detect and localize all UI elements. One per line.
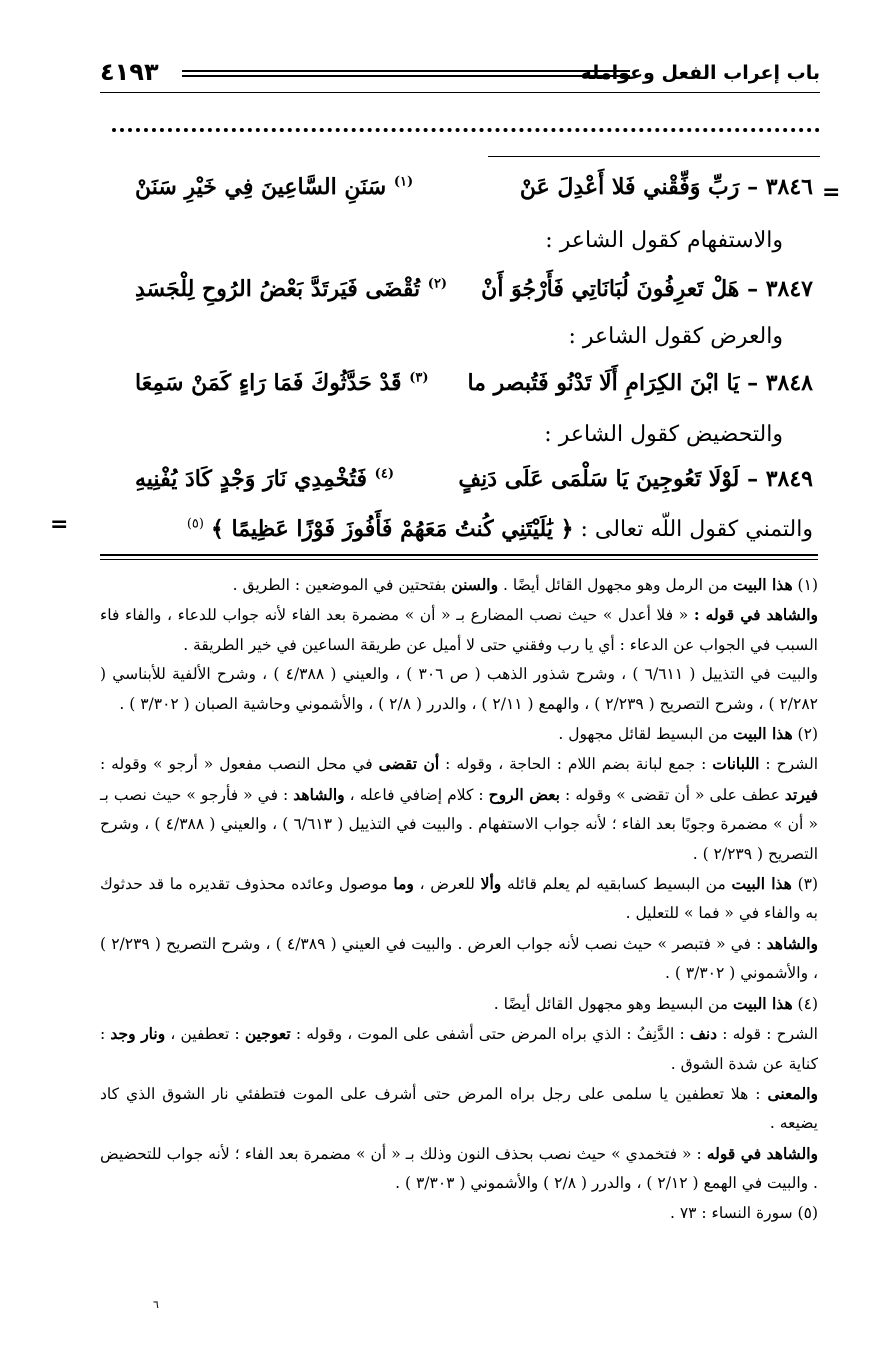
page-footer-mark: ٦ <box>153 1298 159 1311</box>
footnote-1-shahid: والشاهد في قوله : « فلا أعدل » حيث نصب المضارع بـ « أن » مضمرة بعد الفاء لأنه جواب للدعاء ، والفاء فاء السبب في الجواب عن الدعاء : أي يا رب وفقني حتى لا أميل عن طريقة الساعين في خير الطريقة . <box>100 605 818 654</box>
verse-3847-hemistich-2 <box>135 276 447 302</box>
header-underline <box>100 92 820 93</box>
footnote-4-meaning: والمعنى : هلا تعطفين يا سلمى على رجل براه المرض حتى أشرف على الموت فتطفئي نار الشوق الذي كاد يضيعه . <box>100 1083 818 1133</box>
verse-text: فَتُخْمِدِي نَارَ وَجْدٍ كَادَ يُفْنِيهِ <box>135 466 367 492</box>
continuation-mark: = <box>50 512 69 537</box>
tamanni-line <box>187 516 813 542</box>
verse-text: رَبِّ وَفِّقْني فَلا أَعْدِلَ عَنْ <box>519 174 740 200</box>
tamanni-intro: والتمني كقول اللّه تعالى : <box>580 517 813 542</box>
verse-3846-hemistich-2 <box>135 174 413 200</box>
verse-text: لَوْلَا تَعُوجِينَ يَا سَلْمَى عَلَى دَنِفٍ <box>458 466 740 492</box>
footnote-ref: (٤) <box>374 466 394 482</box>
footnote-5: (٥) سورة النساء : ٧٣ . <box>669 1203 818 1222</box>
footnote-2-sharh: الشرح : اللبانات : جمع لبانة بضم اللام : الحاجة ، وقوله : أن تقضى في محل النصب مفعول « أرجو » وقوله : فيرتد عطف على « أن تقضى » وقوله : بعض الروح : كلام إضافي فاعله ، والشاهد : في « فأرجو » حيث نصب بـ « أن » مضمرة وجوبًا بعد الفاء ؛ لأنه جواب الاستفهام . والبيت في التذييل ( ٦/٦١٣ ) ، والعيني ( ٤/٣٨٨ ) ، وشرح التصريح ( ٢/٢٣٩ ) . <box>100 754 819 863</box>
footnote-3-line-1: (٣) هذا البيت من البسيط كسابقيه لم يعلم قائله وألا للعرض ، وما موصول وعائده محذوف تقديره ما قد حدثوك به والفاء في « فما » للتعليل . <box>100 874 819 923</box>
intro-istifham: والاستفهام كقول الشاعر : <box>545 228 783 253</box>
chapter-title: باب إعراب الفعل وعوامله <box>580 62 820 84</box>
header-double-rule <box>182 70 630 77</box>
footnote-1-line-1: (١) هذا البيت من الرمل وهو مجهول القائل أيضًا . والسنن بفتحتين في الموضعين : الطريق . <box>232 575 818 594</box>
footnote-3-shahid: والشاهد : في « فتبصر » حيث نصب لأنه جواب العرض . والبيت في العيني ( ٤/٣٨٩ ) ، وشرح التصريح ( ٢/٢٣٩ ) ، والأشموني ( ٣/٣٠٢ ) . <box>100 933 819 983</box>
quran-verse: ﴿ يَٰلَيْتَنِي كُنتُ مَعَهُمْ فَأَفُوزَ فَوْزًا عَظِيمًا ﴾ <box>210 516 574 542</box>
verse-text: هَلْ تَعرِفُونَ لُبَانَاتِي فَأَرْجُوَ أَنْ <box>481 276 740 302</box>
footnote-ref: (٣) <box>409 370 429 386</box>
verse-3849-hemistich-1 <box>458 466 813 492</box>
verse-text: سَنَنِ السَّاعِينَ فِي خَيْرِ سَنَنْ <box>135 174 387 200</box>
verse-rule <box>488 156 820 157</box>
intro-ard: والعرض كقول الشاعر : <box>568 324 783 349</box>
verse-text: يَا ابْنَ الكِرَامِ أَلَا تَدْنُو فَتُبصر ما <box>467 370 740 396</box>
dotted-separator <box>112 128 820 132</box>
footnote-separator <box>100 554 818 556</box>
verse-3847-hemistich-1 <box>481 276 813 302</box>
continuation-mark: = <box>822 180 841 205</box>
verse-number: ٣٨٤٧ – <box>747 276 813 302</box>
verse-number: ٣٨٤٩ – <box>747 466 813 492</box>
intro-tahdid: والتحضيض كقول الشاعر : <box>544 422 783 447</box>
running-header <box>100 58 820 94</box>
verse-3848-hemistich-2 <box>135 370 429 396</box>
verse-number: ٣٨٤٦ – <box>747 174 813 200</box>
footnote-4-line-1: (٤) هذا البيت من البسيط وهو مجهول القائل أيضًا . <box>493 993 818 1013</box>
footnotes <box>100 570 818 1228</box>
verse-3849-hemistich-2 <box>135 466 394 492</box>
footnote-4-sharh: الشرح : قوله : دنف : الدَّنِفُ : الذي براه المرض حتى أشفى على الموت ، وقوله : تعوجين : تعطفين ، ونار وجد : كناية عن شدة الشوق . <box>100 1024 818 1073</box>
footnote-2-line-1: (٢) هذا البيت من البسيط لقائل مجهول . <box>558 724 818 744</box>
verse-3846-hemistich-1 <box>520 174 813 200</box>
footnote-ref: (٢) <box>427 276 448 292</box>
page-number: ٤١٩٣ <box>100 58 159 86</box>
footnote-ref: (١) <box>393 174 414 190</box>
verse-text: تُقْضَى فَيَرتَدَّ بَعْضُ الرُوحِ لِلْجَسَدِ <box>135 276 421 302</box>
footnote-4-shahid: والشاهد في قوله : « فتخمدي » حيث نصب بحذف النون وذلك بـ « أن » مضمرة بعد الفاء ؛ لأنه جواب للتحضيض . والبيت في الهمع ( ٢/١٢ ) ، والدرر ( ٢/٨ ) والأشموني ( ٣/٣٠٣ ) . <box>100 1143 819 1193</box>
footnote-1-sources: والبيت في التذييل ( ٦/٦١١ ) ، وشرح شذور الذهب ( ص ٣٠٦ ) ، والعيني ( ٤/٣٨٨ ) ، وشرح الألفية للأبناسي ( ٢/٢٨٢ ) ، وشرح التصريح ( ٢/٢٣٩ ) ، والهمع ( ٢/١١ ) ، والدرر ( ٢/٨ ) ، والأشموني وحاشية الصبان ( ٣/٣٠٢ ) . <box>100 665 819 713</box>
verse-3848-hemistich-1 <box>467 370 813 396</box>
footnote-ref: (٥) <box>186 516 204 532</box>
verse-number: ٣٨٤٨ – <box>747 370 813 396</box>
footnote-separator-thin <box>100 559 818 560</box>
verse-text: قَدْ حَدَّثُوكَ فَمَا رَاءٍ كَمَنْ سَمِعَا <box>135 370 402 396</box>
